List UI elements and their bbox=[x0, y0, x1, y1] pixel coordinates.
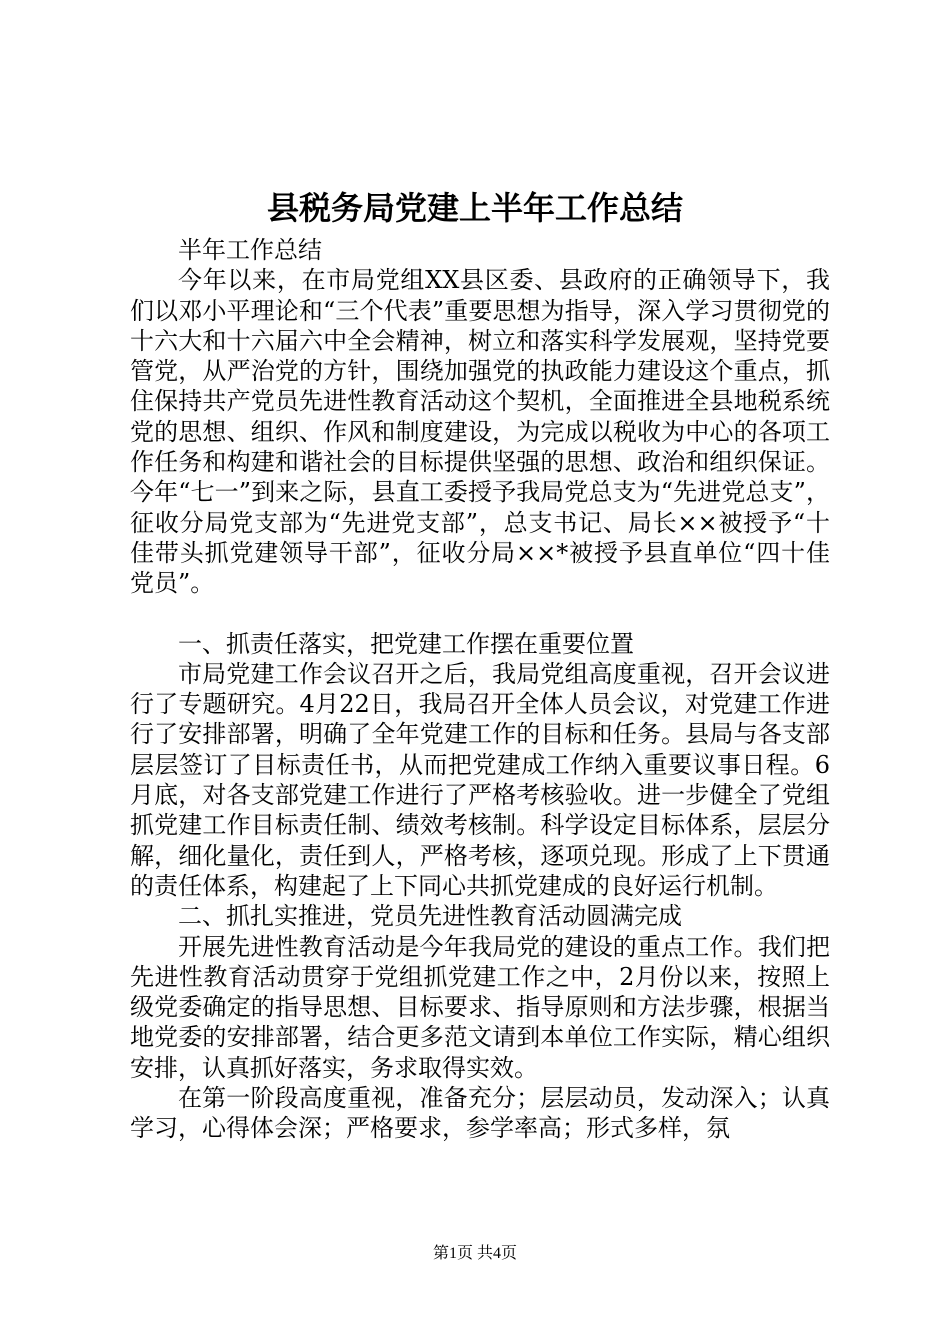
document-body bbox=[130, 235, 830, 1144]
paragraph: 开展先进性教育活动是今年我局党的建设的重点工作。我们把先进性教育活动贯穿于党组抓党建工作之中，2月份以来，按照上级党委确定的指导思想、目标要求、指导原则和方法步骤，根据当地党委的安排部署，结合更多范文请到本单位工作实际，精心组织安排，认真抓好落实，务求取得实效。 bbox=[130, 932, 830, 1082]
paragraph: 半年工作总结 bbox=[178, 236, 322, 264]
paragraph: 今年以来，在市局党组XX县区委、县政府的正确领导下，我们以邓小平理论和“三个代表”重要思想为指导，深入学习贯彻党的十六大和十六届六中全会精神，树立和落实科学发展观，坚持党要管党，从严治党的方针，围绕加强党的执政能力建设这个重点，抓住保持共产党员先进性教育活动这个契机，全面推进全县地税系统党的思想、组织、作风和制度建设，为完成以税收为中心的各项工作任务和构建和谐社会的目标提供坚强的思想、政治和组织保证。今年“七一”到来之际，县直工委授予我局党总支为“先进党总支”，征收分局党支部为“先进党支部”，总支书记、局长××被授予“十佳带头抓党建领导干部”，征收分局××*被授予县直单位“四十佳党员”。 bbox=[130, 266, 830, 598]
section-heading: 一、抓责任落实，把党建工作摆在重要位置 bbox=[178, 629, 634, 658]
paragraph: 市局党建工作会议召开之后，我局党组高度重视，召开会议进行了专题研究。4月22日，我局召开全体人员会议，对党建工作进行了安排部署，明确了全年党建工作的目标和任务。县局与各支部层层签订了目标责任书，从而把党建成工作纳入重要议事日程。6月底，对各支部党建工作进行了严格考核验收。进一步健全了党组抓党建工作目标责任制、绩效考核制。科学设定目标体系，层层分解，细化量化，责任到人，严格考核，逐项兑现。形成了上下贯通的责任体系，构建起了上下同心共抓党建成的良好运行机制。 bbox=[130, 659, 830, 900]
paragraph: 在第一阶段高度重视，准备充分；层层动员，发动深入；认真学习，心得体会深；严格要求，参学率高；形式多样，氛 bbox=[130, 1084, 830, 1143]
document-title: 县税务局党建上半年工作总结 bbox=[266, 189, 683, 227]
page-footer: 第1页 共4页 bbox=[432, 1245, 517, 1262]
section-heading: 二、抓扎实推进，党员先进性教育活动圆满完成 bbox=[178, 902, 682, 931]
